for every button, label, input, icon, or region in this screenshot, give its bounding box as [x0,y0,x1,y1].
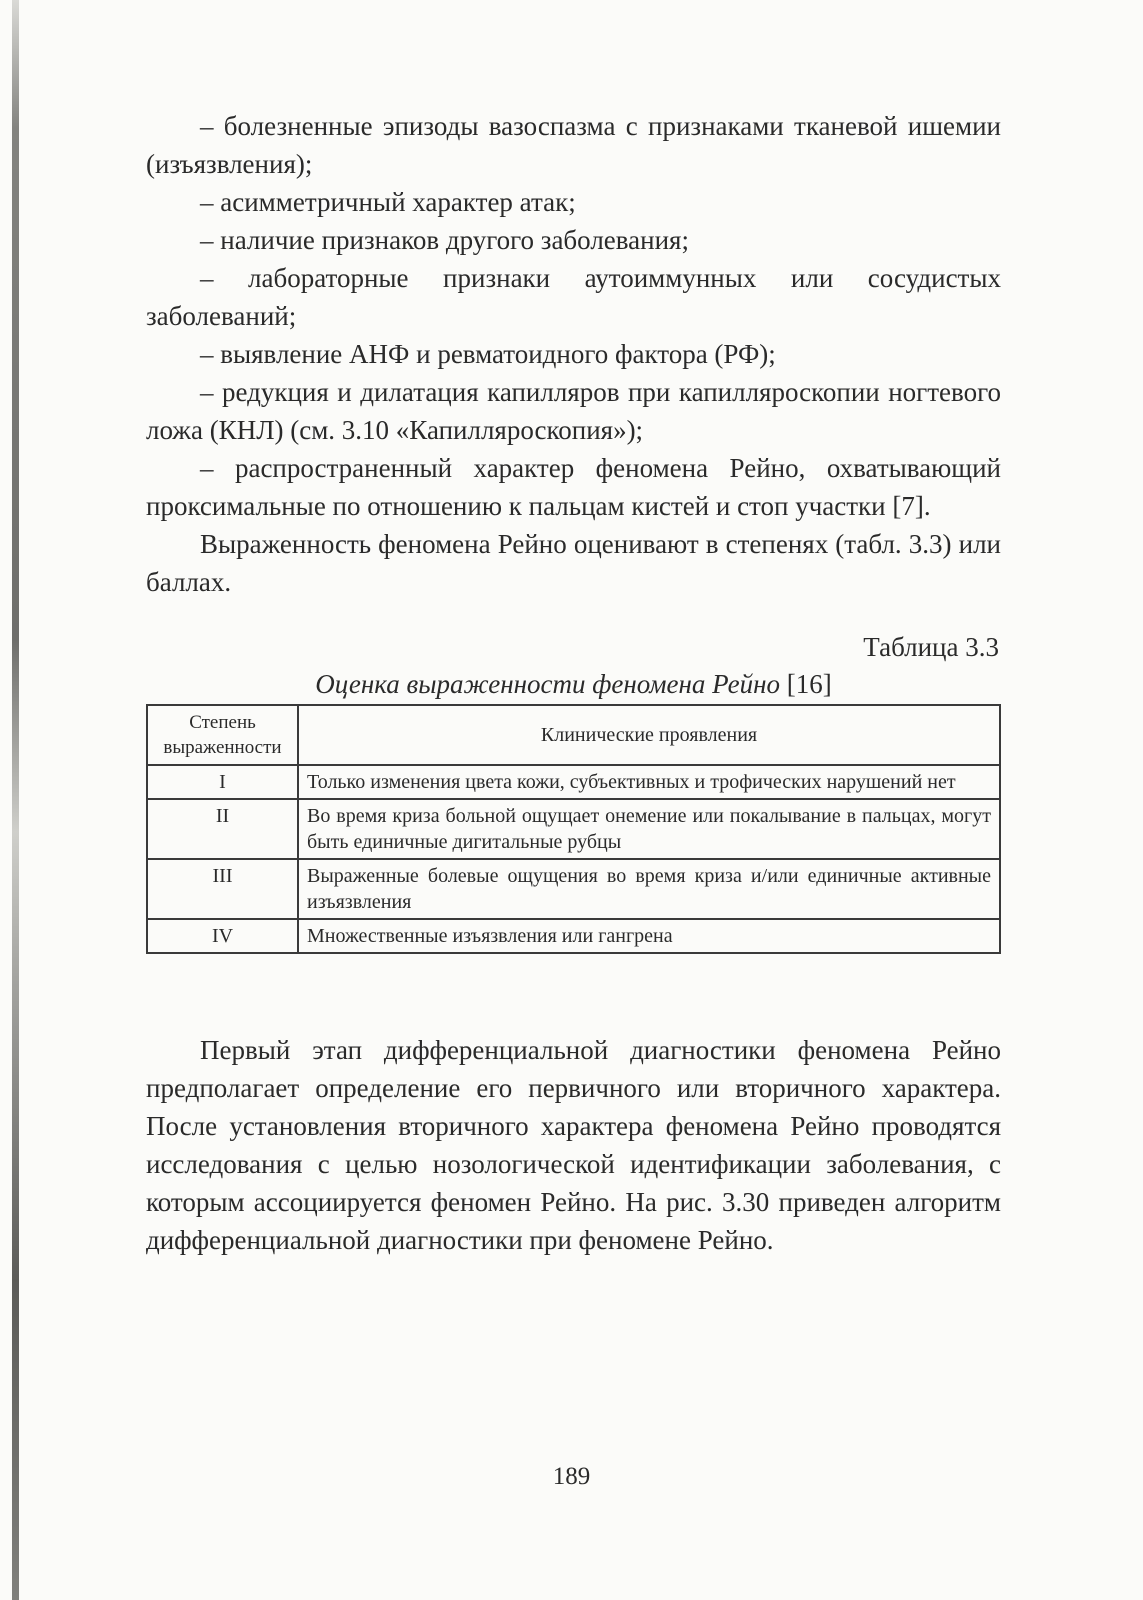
manifestation-cell: Выраженные болевые ощущения во время криза и/или единичные активные изъязвления [298,859,1000,919]
table-title-text: Оценка выраженности феномена Рейно [315,669,781,699]
grade-cell: IV [147,919,298,953]
table-row [147,799,1000,859]
page-number: 189 [552,1463,591,1490]
header-manifestations: Клинические проявления [298,705,1000,765]
manifestation-cell: Множественные изъязвления или гангрена [298,919,1000,953]
list-item-vasospasm: – болезненные эпизоды вазоспазма с признаками тканевой ишемии (изъязвления); [146,111,1001,179]
manifestation-cell: Во время криза больной ощущает онемение или покалывание в пальцах, могут быть единичные дигитальные рубцы [298,799,1000,859]
header-grade [147,705,298,765]
grade-cell: I [147,765,298,799]
scan-edge-shadow [12,0,19,1600]
table-title-reference: [16] [786,669,832,699]
table-row [147,859,1000,919]
header-grade-line1: Степень [189,712,256,733]
grade-cell: III [147,859,298,919]
header-grade-line2: выраженности [163,737,282,758]
lower-text-block [146,1031,1001,1259]
list-item-anf-rf: – выявление АНФ и ревматоидного фактора (РФ); [200,339,776,369]
table-header-row [147,705,1000,765]
list-item-other-disease: – наличие признаков другого заболевания; [200,225,689,255]
table-row [147,919,1000,953]
paragraph-differential-diagnosis: Первый этап дифференциальной диагностики феномена Рейно предполагает определение его первичного или вторичного характера. После установления вторичного характера феномена Рейно проводятся исследования с целью нозологической идентификации заболевания, с которым ассоциируется феномен Рейно. На рис. 3.30 приведен алгоритм дифференциальной диагностики при феномене Рейно. [146,1035,1001,1255]
list-item-widespread: – распространенный характер феномена Рейно, охватывающий проксимальные по отношению к пальцам кистей и стоп участки [7]. [146,453,1001,521]
upper-text-block [146,107,1001,601]
table-number-label: Таблица 3.3 [863,632,999,662]
table-title [146,667,1001,701]
manifestation-cell: Только изменения цвета кожи, субъективных и трофических нарушений нет [298,765,1000,799]
table-row [147,765,1000,799]
severity-table [146,704,1001,954]
list-item-asymmetric: – асимметричный характер атак; [200,187,576,217]
list-item-capillaroscopy: – редукция и дилатация капилляров при капилляроскопии ногтевого ложа (КНЛ) (см. 3.10 «Капилляроскопия»); [146,377,1001,445]
list-item-lab-signs: – лабораторные признаки аутоиммунных или сосудистых заболеваний; [146,263,1001,331]
paragraph-severity-intro: Выраженность феномена Рейно оценивают в степенях (табл. 3.3) или баллах. [146,529,1001,597]
grade-cell: II [147,799,298,859]
